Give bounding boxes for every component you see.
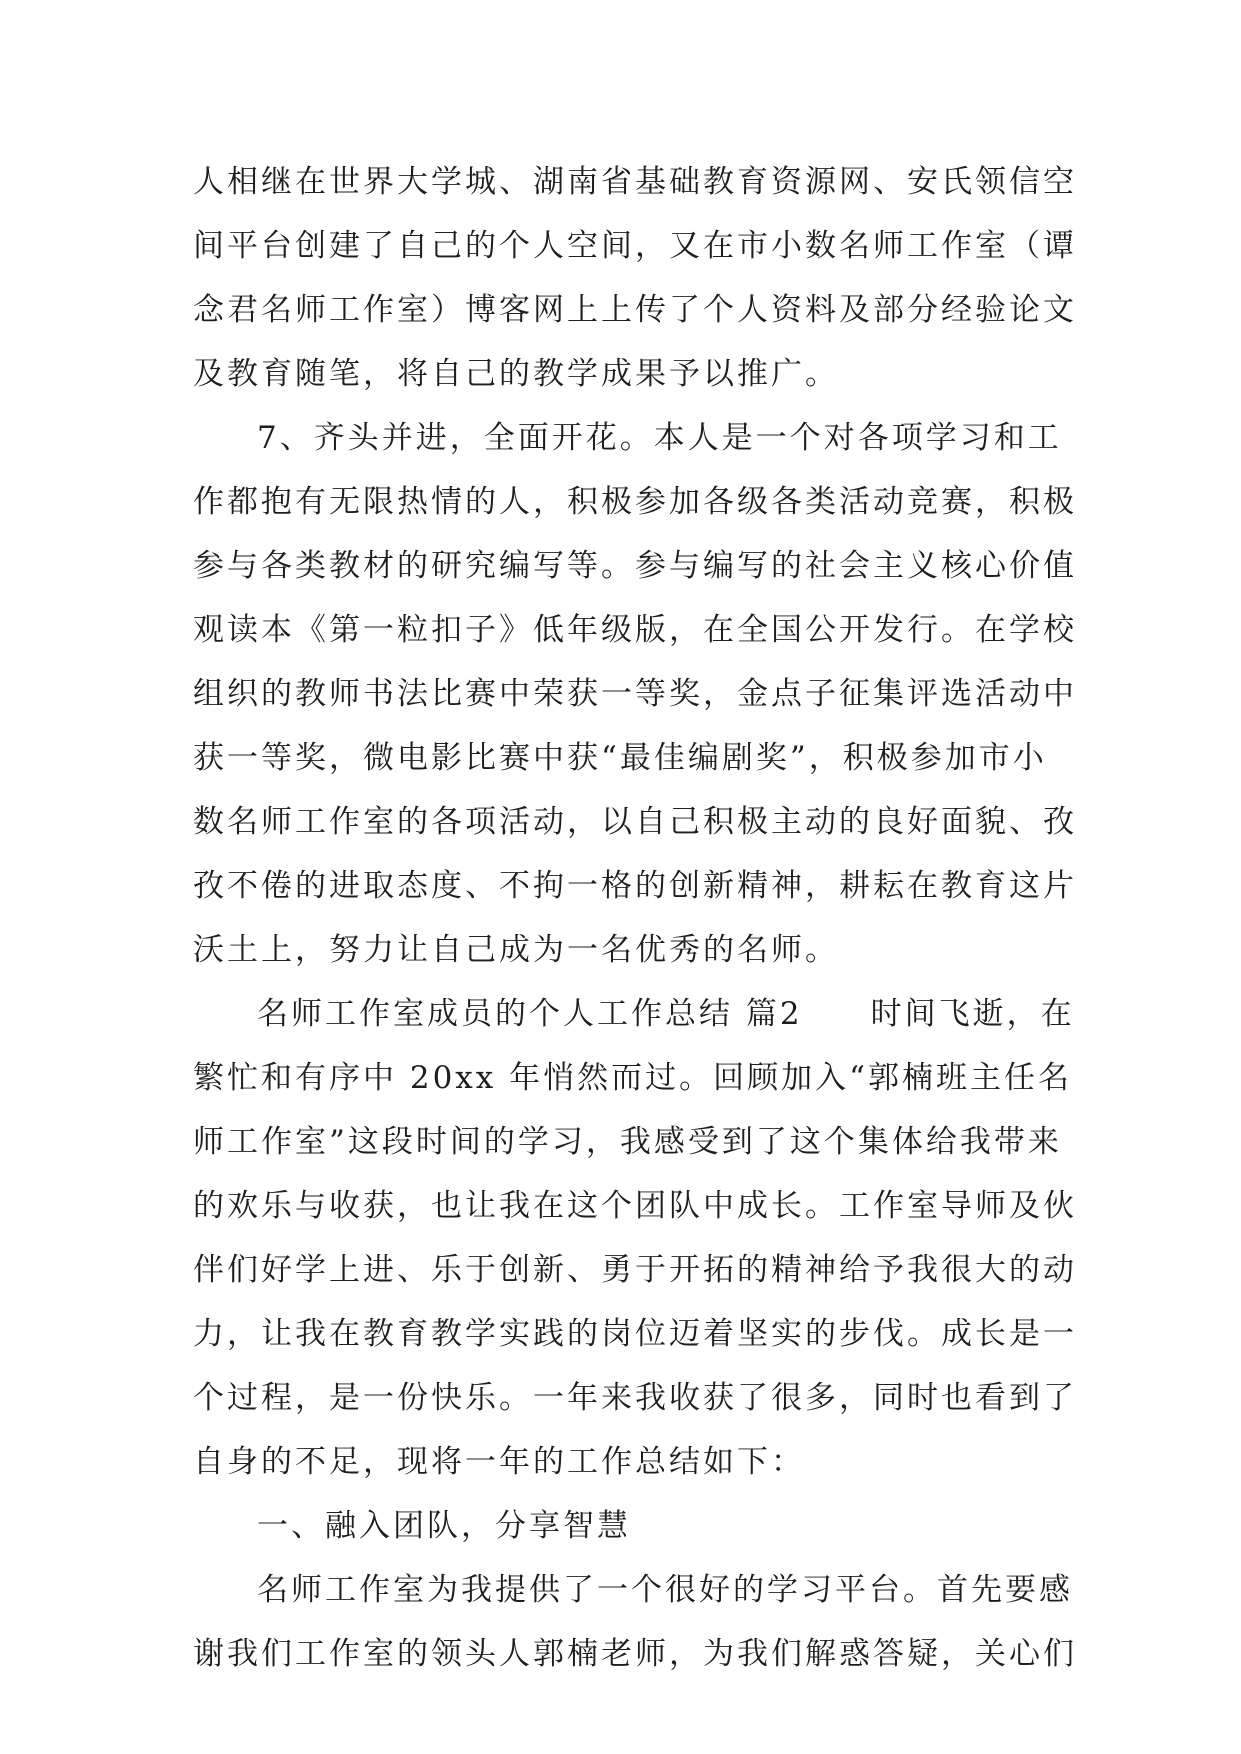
text-line: 及教育随笔，将自己的教学成果予以推广。 (193, 356, 839, 392)
text-line: 沃土上，努力让自己成为一名优秀的名师。 (193, 932, 839, 968)
text-line: 个过程，是一份快乐。一年来我收获了很多，同时也看到了 (193, 1380, 1077, 1416)
text-line: 获一等奖，微电影比赛中获“最佳编剧奖”，积极参加市小 (193, 740, 1047, 776)
text-line: 念君名师工作室）博客网上上传了个人资料及部分经验论文 (193, 292, 1077, 328)
text-line: 名师工作室为我提供了一个很好的学习平台。首先要感 (257, 1572, 1073, 1608)
text-line: 人相继在世界大学城、湖南省基础教育资源网、安氏领信空 (193, 164, 1077, 200)
text-line: 谢我们工作室的领头人郭楠老师，为我们解惑答疑，关心们 (193, 1636, 1077, 1672)
text-line: 数名师工作室的各项活动，以自己积极主动的良好面貌、孜 (193, 804, 1077, 840)
text-line: 组织的教师书法比赛中荣获一等奖，金点子征集评选活动中 (193, 676, 1077, 712)
text-line: 繁忙和有序中 20xx 年悄然而过。回顾加入“郭楠班主任名 (193, 1060, 1072, 1096)
text-line: 自身的不足，现将一年的工作总结如下： (193, 1444, 805, 1480)
text-line: 力，让我在教育教学实践的岗位迈着坚实的步伐。成长是一 (193, 1316, 1077, 1352)
text-line: 孜不倦的进取态度、不拘一格的创新精神，耕耘在教育这片 (193, 868, 1077, 904)
document-body (193, 150, 1077, 1686)
text-line: 的欢乐与收获，也让我在这个团队中成长。工作室导师及伙 (193, 1188, 1077, 1224)
text-line: 师工作室”这段时间的学习，我感受到了这个集体给我带来 (193, 1124, 1062, 1160)
text-line: 名师工作室成员的个人工作总结 篇2 时间飞逝，在 (257, 996, 1075, 1032)
text-line: 观读本《第一粒扣子》低年级版，在全国公开发行。在学校 (193, 612, 1077, 648)
text-line: 间平台创建了自己的个人空间，又在市小数名师工作室（谭 (193, 228, 1077, 264)
text-line: 一、融入团队，分享智慧 (257, 1508, 631, 1544)
text-line: 作都抱有无限热情的人，积极参加各级各类活动竞赛，积极 (193, 484, 1077, 520)
text-line: 参与各类教材的研究编写等。参与编写的社会主义核心价值 (193, 548, 1077, 584)
text-line: 7、齐头并进，全面开花。本人是一个对各项学习和工 (257, 420, 1062, 456)
text-line: 伴们好学上进、乐于创新、勇于开拓的精神给予我很大的动 (193, 1252, 1077, 1288)
